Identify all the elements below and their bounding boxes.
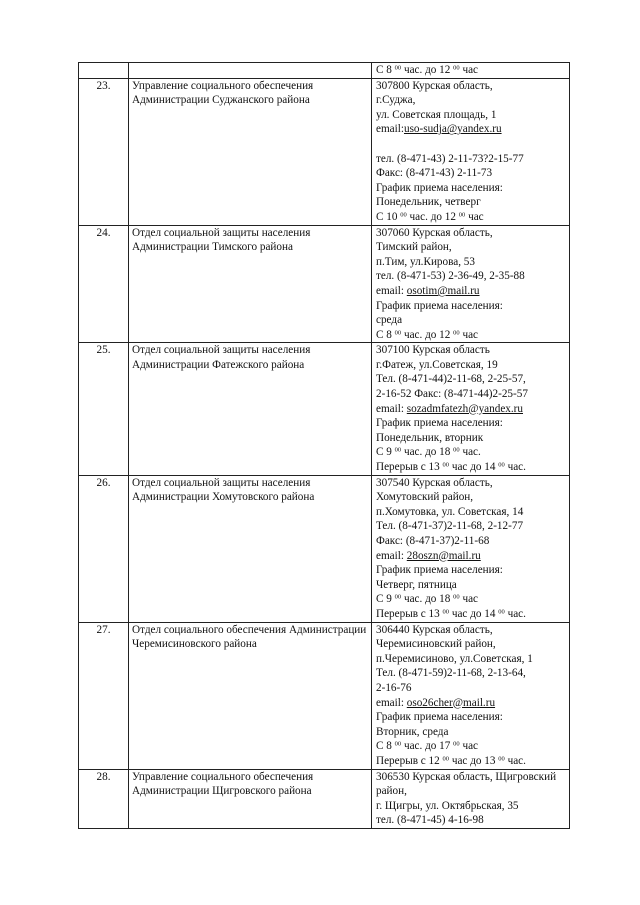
superscript-minutes: 00: [394, 593, 402, 601]
email-label: email:: [376, 549, 407, 562]
address-line: п.Черемисиново, ул.Советская, 1: [376, 652, 533, 665]
address-line: Хомутовский район,: [376, 491, 474, 504]
number-cell: 27.: [79, 622, 129, 769]
address-line: Тимский район,: [376, 241, 452, 254]
email-link[interactable]: osotim@mail.ru: [406, 284, 480, 297]
hours-text: час.: [504, 607, 526, 620]
table-row: [79, 225, 570, 343]
superscript-minutes: 00: [394, 64, 402, 72]
hours-text: Перерыв с 13: [376, 607, 443, 620]
table-row-continued: [79, 63, 570, 79]
hours-text: час.: [459, 446, 481, 459]
address-line: 306440 Курская область,: [376, 623, 493, 636]
email-line: [376, 549, 566, 564]
hours-text: час до 13: [449, 754, 499, 767]
email-line: [376, 284, 566, 299]
hours-text: час.: [504, 754, 526, 767]
email-line: [376, 696, 566, 711]
hours-line: [376, 607, 566, 622]
contact-cell: [372, 78, 570, 225]
hours-text: час. до 18: [401, 446, 454, 459]
hours-line: [376, 63, 566, 78]
superscript-minutes: 00: [442, 461, 450, 469]
contact-line: Вторник, среда: [376, 725, 449, 738]
hours-text: час: [459, 328, 479, 341]
contact-cell: [372, 225, 570, 343]
hours-text: С 9: [376, 593, 395, 606]
table-row: [79, 78, 570, 225]
contact-cell: [372, 343, 570, 475]
hours-text: час: [459, 740, 479, 753]
number-cell: 24.: [79, 225, 129, 343]
organization-cell: Отдел социальной защиты населения Администрации Тимского района: [129, 225, 372, 343]
offices-table: [78, 62, 570, 829]
hours-line: [376, 754, 566, 769]
hours-text: С 8: [376, 740, 395, 753]
contact-line: Четверг, пятница: [376, 578, 457, 591]
address-line: г.Фатеж, ул.Советская, 19: [376, 358, 498, 371]
hours-text: час. до 12: [406, 210, 459, 223]
superscript-minutes: 00: [453, 593, 460, 601]
hours-text: С 9: [376, 446, 395, 459]
organization-cell: Отдел социальной защиты населения Администрации Хомутовского района: [129, 475, 372, 622]
email-label: email:: [376, 402, 407, 415]
number-cell: 28.: [79, 769, 129, 828]
contact-line: График приема населения:: [376, 299, 503, 312]
address-line: п.Хомутовка, ул. Советская, 14: [376, 505, 524, 518]
superscript-minutes: 00: [498, 461, 505, 469]
address-line: 2-16-52 Факс: (8-471-44)2-25-57: [376, 388, 528, 401]
address-line: Тел. (8-471-37)2-11-68, 2-12-77: [376, 520, 524, 533]
superscript-minutes: 00: [394, 446, 402, 454]
hours-text: час: [465, 210, 484, 223]
hours-line: [376, 592, 566, 607]
superscript-minutes: 00: [453, 329, 460, 337]
hours-line: [376, 210, 566, 225]
superscript-minutes: 00: [453, 446, 460, 454]
address-line: район,: [376, 785, 407, 798]
address-line: 307800 Курская область,: [376, 79, 493, 92]
number-cell: 23.: [79, 78, 129, 225]
superscript-minutes: 00: [394, 740, 402, 748]
contact-line: тел. (8-471-43) 2-11-73?2-15-77: [376, 152, 524, 165]
hours-text: час. до 17: [401, 740, 454, 753]
address-line: тел. (8-471-53) 2-36-49, 2-35-88: [376, 270, 525, 283]
contact-cell: [372, 63, 570, 79]
hours-text: час до 14: [449, 607, 499, 620]
superscript-minutes: 00: [394, 329, 402, 337]
email-link[interactable]: 28oszn@mail.ru: [406, 549, 481, 562]
hours-line: [376, 445, 566, 460]
table-row: [79, 475, 570, 622]
email-link[interactable]: uso-sudja@yandex.ru: [403, 123, 502, 136]
contact-line: График приема населения:: [376, 564, 503, 577]
address-line: Факс: (8-471-37)2-11-68: [376, 535, 490, 547]
email-link[interactable]: oso26cher@mail.ru: [406, 696, 496, 709]
contact-line: График приема населения:: [376, 711, 503, 724]
hours-text: Перерыв с 12: [376, 754, 443, 767]
blank-line: [376, 137, 566, 152]
contact-line: среда: [376, 314, 403, 327]
number-cell: 25.: [79, 343, 129, 475]
address-line: 306530 Курская область, Щигровский: [376, 770, 557, 783]
address-line: тел. (8-471-45) 4-16-98: [376, 814, 484, 827]
hours-text: С 10: [376, 210, 401, 223]
email-label: email:: [376, 284, 407, 297]
table-row: [79, 769, 570, 828]
contact-cell: [372, 475, 570, 622]
address-line: 307540 Курская область,: [376, 476, 493, 489]
address-line: п.Тим, ул.Кирова, 53: [376, 255, 475, 268]
hours-line: [376, 460, 566, 475]
hours-text: час. до 12: [401, 328, 454, 341]
organization-cell: [129, 63, 372, 79]
superscript-minutes: 00: [458, 211, 466, 219]
hours-text: час. до 12: [401, 64, 454, 76]
hours-text: час: [459, 593, 479, 606]
superscript-minutes: 00: [453, 64, 460, 72]
superscript-minutes: 00: [400, 211, 407, 219]
number-cell: [79, 63, 129, 79]
hours-text: С 8: [376, 64, 395, 76]
superscript-minutes: 00: [442, 755, 450, 763]
hours-line: [376, 328, 566, 343]
address-line: 2-16-76: [376, 681, 412, 694]
organization-cell: Управление социального обеспечения Администрации Щигровского района: [129, 769, 372, 828]
address-line: Тел. (8-471-59)2-11-68, 2-13-64,: [376, 667, 526, 680]
email-label: email:: [376, 123, 404, 136]
hours-text: Перерыв с 13: [376, 461, 443, 474]
address-line: Тел. (8-471-44)2-11-68, 2-25-57,: [376, 373, 526, 386]
superscript-minutes: 00: [498, 755, 505, 763]
organization-cell: Управление социального обеспечения Администрации Суджанского района: [129, 78, 372, 225]
hours-text: С 8: [376, 328, 395, 341]
number-cell: 26.: [79, 475, 129, 622]
email-link[interactable]: sozadmfatezh@yandex.ru: [406, 402, 523, 415]
hours-text: час.: [504, 461, 526, 474]
address-line: г.Суджа,: [376, 94, 416, 107]
address-line: 307060 Курская область,: [376, 226, 493, 239]
contact-cell: [372, 769, 570, 828]
contact-cell: [372, 622, 570, 769]
email-label: email:: [376, 696, 407, 709]
contact-line: График приема населения:: [376, 181, 503, 194]
contact-line: Понедельник, четверг: [376, 196, 481, 209]
address-line: Черемисиновский район,: [376, 638, 496, 651]
superscript-minutes: 00: [453, 740, 460, 748]
hours-text: час до 14: [449, 461, 499, 474]
contact-line: График приема населения:: [376, 417, 503, 430]
hours-text: час: [459, 64, 479, 76]
organization-cell: Отдел социальной защиты населения Администрации Фатежского района: [129, 343, 372, 475]
table-row: [79, 343, 570, 475]
offices-table-body: [79, 63, 570, 829]
organization-cell: Отдел социального обеспечения Администрации Черемисиновского района: [129, 622, 372, 769]
hours-text: час. до 18: [401, 593, 454, 606]
superscript-minutes: 00: [442, 608, 450, 616]
hours-line: [376, 739, 566, 754]
email-line: [376, 122, 566, 137]
contact-line: Понедельник, вторник: [376, 431, 484, 444]
table-row: [79, 622, 570, 769]
contact-line: Факс: (8-471-43) 2-11-73: [376, 167, 493, 180]
superscript-minutes: 00: [498, 608, 505, 616]
address-line: ул. Советская площадь, 1: [376, 108, 497, 121]
address-line: г. Щигры, ул. Октябрьская, 35: [376, 799, 519, 812]
email-line: [376, 402, 566, 417]
address-line: 307100 Курская область: [376, 344, 490, 357]
